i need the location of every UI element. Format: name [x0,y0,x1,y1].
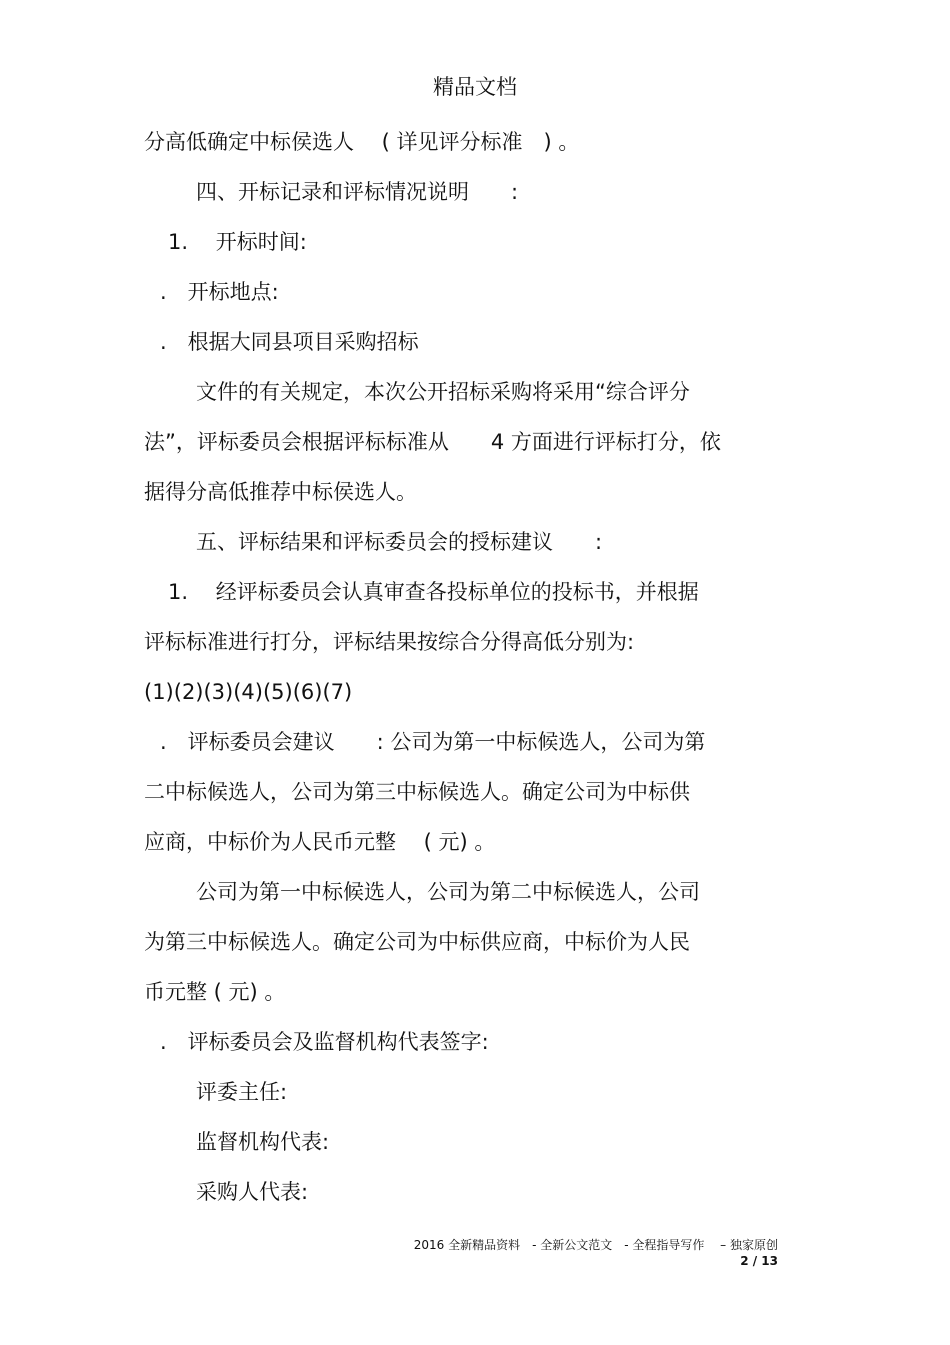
signature-purchaser: 采购人代表: [196,1180,309,1204]
ranking-line: (1)(2)(3)(4)(5)(6)(7) [144,680,353,704]
signature-supervisor: 监督机构代表: [196,1130,330,1154]
page-number: 2 / 13 [740,1254,778,1268]
list-item-basis: . 根据大同县项目采购招标 [160,330,419,354]
section-heading-4: 四、开标记录和评标情况说明 : [196,180,519,204]
paragraph-line: 据得分高低推荐中标侯选人。 [144,480,417,504]
page-header-title: 精品文档 [433,75,517,99]
paragraph-line: 分高低确定中标侯选人 ( 详见评分标准 ) 。 [144,130,580,154]
footer-text: 2016 全新精品资料 - 全新公文范文 - 全程指导写作 – 独家原创 [413,1238,778,1252]
list-item-review: 1. 经评标委员会认真审查各投标单位的投标书，并根据 [168,580,699,604]
paragraph-line: 法”，评标委员会根据评标标准从 4 方面进行评标打分，依 [144,430,721,454]
list-item-recommendation: . 评标委员会建议 : 公司为第一中标候选人，公司为第 [160,730,706,754]
paragraph-line: 评标标准进行打分，评标结果按综合分得高低分别为: [144,630,635,654]
paragraph-line: 文件的有关规定，本次公开招标采购将采用“综合评分 [196,380,690,404]
list-item-open-place: . 开标地点: [160,280,279,304]
paragraph-line: 币元整 ( 元) 。 [144,980,286,1004]
signature-chair: 评委主任: [196,1080,288,1104]
paragraph-line: 二中标候选人，公司为第三中标候选人。确定公司为中标供 [144,780,690,804]
section-heading-5: 五、评标结果和评标委员会的授标建议 : [196,530,603,554]
list-item-open-time: 1. 开标时间: [168,230,307,254]
paragraph-line: 应商，中标价为人民币元整 ( 元) 。 [144,830,496,854]
paragraph-line: 公司为第一中标候选人，公司为第二中标候选人，公司 [196,880,700,904]
list-item-signatures: . 评标委员会及监督机构代表签字: [160,1030,489,1054]
paragraph-line: 为第三中标候选人。确定公司为中标供应商，中标价为人民 [144,930,690,954]
